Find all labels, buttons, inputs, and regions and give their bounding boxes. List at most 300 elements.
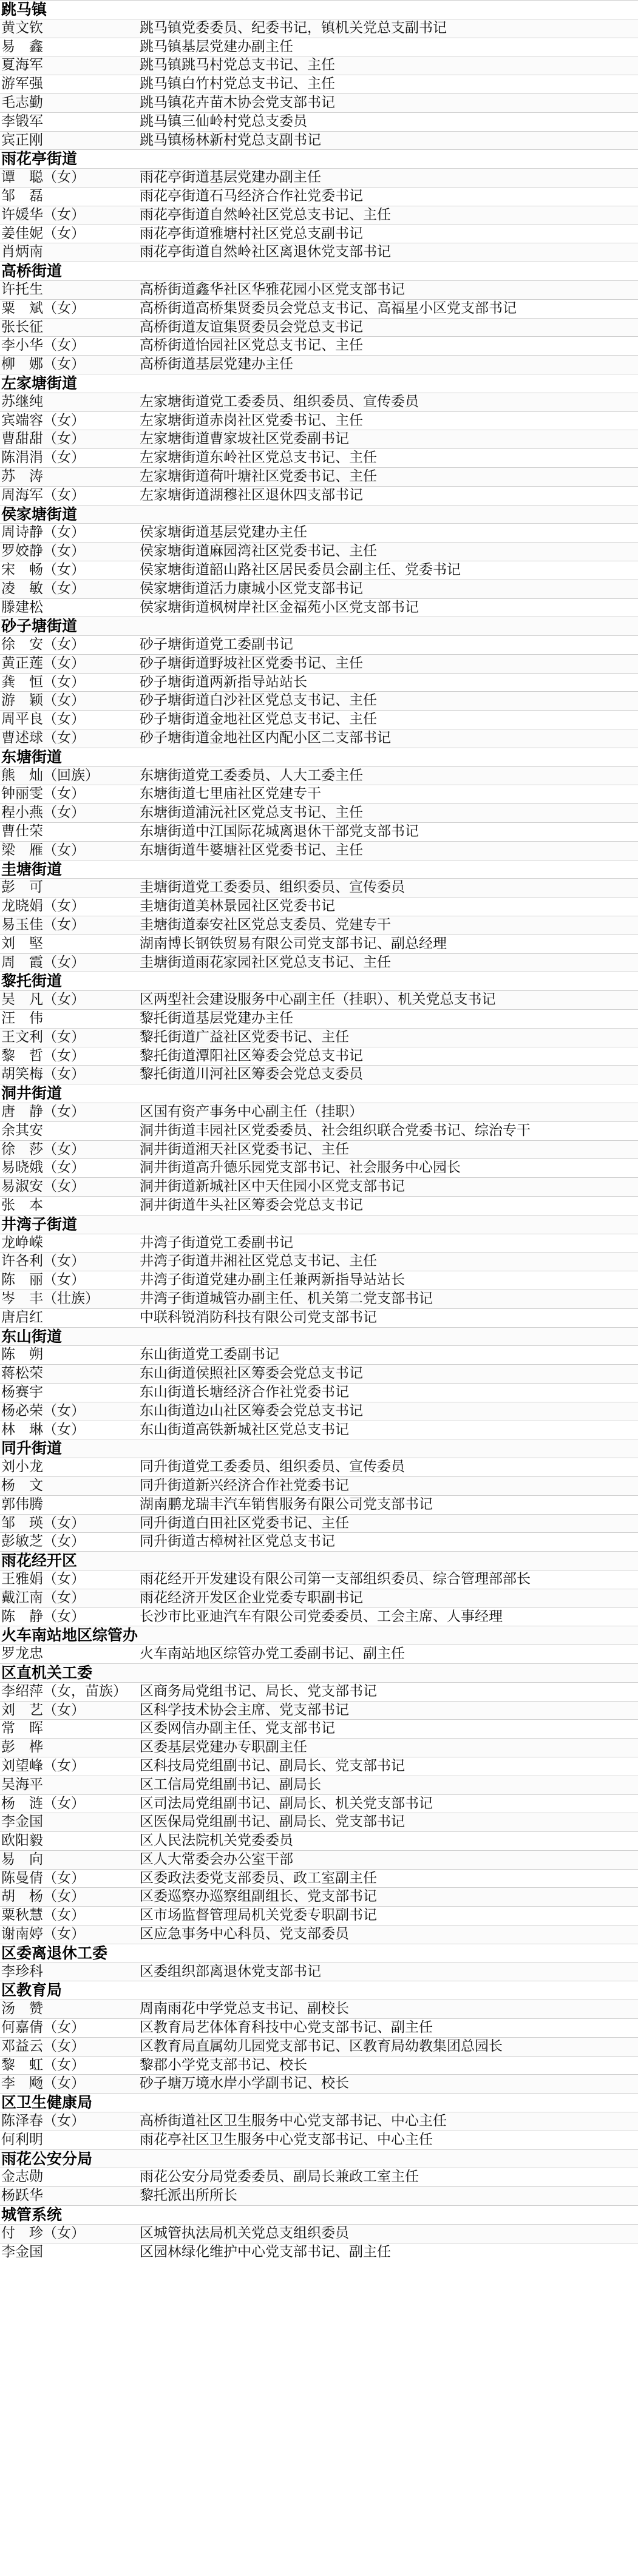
section-title: 高桥街道 bbox=[1, 262, 63, 280]
person-row bbox=[0, 1103, 638, 1121]
section-title: 东塘街道 bbox=[1, 748, 63, 766]
person-position: 跳马镇三仙岭村党总支委员 bbox=[140, 113, 307, 129]
person-row bbox=[0, 1869, 638, 1888]
person-row bbox=[0, 1196, 638, 1215]
person-position: 东山街道边山社区筹委会党总支书记 bbox=[140, 1402, 363, 1419]
person-row bbox=[0, 1701, 638, 1720]
person-row bbox=[0, 1925, 638, 1944]
person-name: 杨赛宇 bbox=[1, 1384, 43, 1400]
person-name: 易玉佳（女） bbox=[1, 917, 85, 933]
person-name: 金志勋 bbox=[1, 2169, 43, 2185]
person-position: 同升街道白田社区党委书记、主任 bbox=[140, 1515, 349, 1531]
person-row bbox=[0, 1345, 638, 1364]
person-row bbox=[0, 1177, 638, 1196]
person-position: 雨花亭街道自然岭社区党总支书记、主任 bbox=[140, 206, 391, 223]
person-row bbox=[0, 1065, 638, 1084]
person-row bbox=[0, 19, 638, 38]
person-row bbox=[0, 953, 638, 972]
person-row bbox=[0, 822, 638, 841]
person-row bbox=[0, 1887, 638, 1906]
person-position: 砂子塘街道党工委副书记 bbox=[140, 637, 293, 653]
section-header bbox=[0, 1215, 638, 1234]
section-title: 雨花亭街道 bbox=[1, 150, 78, 168]
person-name: 程小燕（女） bbox=[1, 805, 85, 821]
person-name: 欧阳毅 bbox=[1, 1833, 43, 1849]
section-header bbox=[0, 374, 638, 393]
person-row bbox=[0, 1308, 638, 1327]
person-name: 郭伟腾 bbox=[1, 1496, 43, 1512]
person-position: 圭塘街道泰安社区党总支委员、党建专干 bbox=[140, 917, 391, 933]
person-name: 彭 可 bbox=[1, 879, 43, 896]
section-title: 区教育局 bbox=[1, 1981, 63, 2000]
person-name: 彭敏芝（女） bbox=[1, 1533, 85, 1550]
person-name: 游军强 bbox=[1, 76, 43, 92]
person-name: 邹 瑛（女） bbox=[1, 1515, 85, 1531]
person-name: 李绍萍（女，苗族） bbox=[1, 1683, 127, 1699]
person-row bbox=[0, 1813, 638, 1831]
person-name: 唐启红 bbox=[1, 1309, 43, 1325]
person-row bbox=[0, 2112, 638, 2131]
section-title: 黎托街道 bbox=[1, 972, 63, 990]
person-position: 洞井街道湘天社区党委书记、主任 bbox=[140, 1141, 349, 1157]
person-name: 谢南婷（女） bbox=[1, 1926, 85, 1942]
person-position: 火车南站地区综管办党工委副书记、副主任 bbox=[140, 1646, 405, 1662]
person-position: 东塘街道中江国际花城离退休干部党支部书记 bbox=[140, 823, 419, 840]
section-title: 跳马镇 bbox=[1, 1, 47, 18]
person-name: 戴江南（女） bbox=[1, 1589, 85, 1606]
person-row bbox=[0, 1831, 638, 1850]
person-position: 黎托街道潭阳社区筹委会党总支书记 bbox=[140, 1047, 363, 1064]
person-position: 砂子塘街道白沙社区党总支书记、主任 bbox=[140, 692, 377, 709]
person-row bbox=[0, 1421, 638, 1439]
person-row bbox=[0, 2243, 638, 2262]
person-position: 洞井街道高升德乐园党支部书记、社会服务中心园长 bbox=[140, 1160, 461, 1176]
person-name: 游 颖（女） bbox=[1, 692, 85, 709]
person-name: 林 琳（女） bbox=[1, 1421, 85, 1438]
person-position: 高桥街道基层党建办主任 bbox=[140, 356, 293, 373]
person-position: 区工信局党组副书记、副局长 bbox=[140, 1776, 321, 1793]
person-row bbox=[0, 1962, 638, 1981]
person-name: 常 晖 bbox=[1, 1720, 43, 1737]
person-row bbox=[0, 168, 638, 187]
person-name: 谭 聪（女） bbox=[1, 169, 85, 186]
section-header bbox=[0, 1944, 638, 1962]
person-name: 柳 娜（女） bbox=[1, 356, 85, 373]
person-name: 曹甜甜（女） bbox=[1, 431, 85, 447]
section-title: 侯家塘街道 bbox=[1, 505, 78, 523]
person-row bbox=[0, 897, 638, 916]
person-position: 湖南博长钢铁贸易有限公司党支部书记、副总经理 bbox=[140, 935, 447, 952]
person-position: 洞井街道牛头社区筹委会党总支书记 bbox=[140, 1197, 363, 1213]
person-position: 跳马镇党委委员、纪委书记，镇机关党总支副书记 bbox=[140, 19, 447, 36]
person-name: 龙峥嵘 bbox=[1, 1234, 43, 1251]
person-position: 东山街道长塘经济合作社党委书记 bbox=[140, 1384, 349, 1400]
person-position: 区委巡察办巡察组副组长、党支部书记 bbox=[140, 1888, 377, 1905]
person-name: 苏 涛 bbox=[1, 468, 43, 484]
person-name: 刘 堅 bbox=[1, 935, 43, 952]
person-name: 罗姣静（女） bbox=[1, 543, 85, 559]
person-position: 中联科锐消防科技有限公司党支部书记 bbox=[140, 1309, 377, 1325]
person-row bbox=[0, 355, 638, 374]
person-position: 左家塘街道赤岗社区党委书记、主任 bbox=[140, 412, 363, 428]
person-position: 左家塘街道党工委委员、组织委员、宣传委员 bbox=[140, 393, 419, 410]
person-name: 周海军（女） bbox=[1, 487, 85, 503]
person-position: 区司法局党组副书记、副局长、机关党支部书记 bbox=[140, 1795, 433, 1811]
person-name: 陈 丽（女） bbox=[1, 1272, 85, 1288]
person-position: 侯家塘街道基层党建办主任 bbox=[140, 524, 307, 541]
person-row bbox=[0, 1234, 638, 1253]
person-name: 曹仕荣 bbox=[1, 823, 43, 840]
person-position: 区科技局党组副书记、副局长、党支部书记 bbox=[140, 1757, 405, 1774]
person-position: 井湾子街道党工委副书记 bbox=[140, 1234, 293, 1251]
person-position: 雨花亭街道自然岭社区离退休党支部书记 bbox=[140, 244, 391, 260]
person-position: 雨花亭社区卫生服务中心党支部书记、中心主任 bbox=[140, 2131, 433, 2148]
person-name: 曹述球（女） bbox=[1, 730, 85, 746]
section-header bbox=[0, 2205, 638, 2224]
section-header bbox=[0, 262, 638, 280]
person-row bbox=[0, 225, 638, 243]
person-position: 东塘街道党工委委员、人大工委主任 bbox=[140, 767, 363, 783]
person-position: 井湾子街道城管办副主任、机关第二党支部书记 bbox=[140, 1290, 433, 1307]
person-position: 砂子塘街道金地社区党总支书记、主任 bbox=[140, 711, 377, 728]
person-row bbox=[0, 2074, 638, 2093]
person-row bbox=[0, 411, 638, 430]
section-header bbox=[0, 617, 638, 635]
person-row bbox=[0, 2224, 638, 2243]
person-position: 东塘街道七里庙社区党建专干 bbox=[140, 786, 321, 802]
person-position: 高桥街道友谊集贤委员会党总支书记 bbox=[140, 319, 363, 335]
section-header bbox=[0, 505, 638, 524]
person-name: 王雅娟（女） bbox=[1, 1570, 85, 1587]
section-header bbox=[0, 2149, 638, 2168]
person-row bbox=[0, 1607, 638, 1626]
person-position: 东塘街道牛婆塘社区党委书记、主任 bbox=[140, 842, 363, 858]
section-title: 雨花公安分局 bbox=[1, 2149, 93, 2168]
person-row bbox=[0, 691, 638, 710]
person-position: 侯家塘街道活力康城小区党支部书记 bbox=[140, 580, 363, 597]
person-position: 雨花亭街道雅塘村社区党总支副书记 bbox=[140, 225, 363, 242]
person-position: 跳马镇跳马村党总支书记、主任 bbox=[140, 57, 335, 73]
person-position: 井湾子街道党建办副主任兼两新指导站站长 bbox=[140, 1272, 405, 1288]
person-row bbox=[0, 336, 638, 355]
person-row bbox=[0, 1495, 638, 1514]
person-row bbox=[0, 916, 638, 935]
person-name: 粟 斌（女） bbox=[1, 300, 85, 316]
person-row bbox=[0, 673, 638, 692]
person-name: 邓益云（女） bbox=[1, 2038, 85, 2054]
person-name: 陈涓涓（女） bbox=[1, 450, 85, 466]
person-name: 黎 哲（女） bbox=[1, 1047, 85, 1064]
person-position: 洞井街道丰园社区党委委员、社会组织联合党委书记、综治专干 bbox=[140, 1122, 531, 1138]
person-name: 何利明 bbox=[1, 2131, 43, 2148]
person-row bbox=[0, 1719, 638, 1738]
person-name: 杨 涟（女） bbox=[1, 1795, 85, 1811]
person-row bbox=[0, 206, 638, 225]
person-name: 邹 磊 bbox=[1, 188, 43, 204]
person-position: 区委基层党建办专职副主任 bbox=[140, 1739, 307, 1756]
section-header bbox=[0, 2093, 638, 2112]
section-title: 左家塘街道 bbox=[1, 374, 78, 392]
section-header bbox=[0, 1981, 638, 2000]
section-header bbox=[0, 149, 638, 168]
section-header bbox=[0, 972, 638, 990]
person-name: 徐 莎（女） bbox=[1, 1141, 85, 1157]
person-position: 黎托街道广益社区党委书记、主任 bbox=[140, 1029, 349, 1045]
person-position: 砂子塘街道金地社区内配小区二支部书记 bbox=[140, 730, 391, 746]
section-header bbox=[0, 860, 638, 879]
person-row bbox=[0, 990, 638, 1009]
section-title: 火车南站地区综管办 bbox=[1, 1626, 138, 1645]
person-name: 许各利（女） bbox=[1, 1253, 85, 1269]
person-row bbox=[0, 93, 638, 112]
person-row bbox=[0, 1364, 638, 1383]
person-row bbox=[0, 75, 638, 93]
person-position: 跳马镇杨林新村党总支副书记 bbox=[140, 132, 321, 148]
person-name: 张长征 bbox=[1, 319, 43, 335]
person-name: 黄文钦 bbox=[1, 19, 43, 36]
person-row bbox=[0, 1047, 638, 1066]
section-header bbox=[0, 1327, 638, 1346]
section-header bbox=[0, 1084, 638, 1103]
person-row bbox=[0, 2000, 638, 2018]
section-header bbox=[0, 1626, 638, 1645]
person-row bbox=[0, 2168, 638, 2186]
person-name: 张 本 bbox=[1, 1197, 43, 1213]
person-name: 龙晓娟（女） bbox=[1, 898, 85, 914]
person-name: 凌 敏（女） bbox=[1, 580, 85, 597]
person-position: 区教育局艺体体育科技中心党支部书记、副主任 bbox=[140, 2020, 433, 2036]
person-row bbox=[0, 935, 638, 953]
person-name: 吴海平 bbox=[1, 1776, 43, 1793]
person-name: 陈泽春（女） bbox=[1, 2113, 85, 2129]
person-row bbox=[0, 1402, 638, 1421]
person-position: 侯家塘街道麻园湾社区党委书记、主任 bbox=[140, 543, 377, 559]
person-position: 区应急事务中心科员、党支部委员 bbox=[140, 1926, 349, 1942]
section-title: 井湾子街道 bbox=[1, 1215, 78, 1233]
person-name: 宾端容（女） bbox=[1, 412, 85, 428]
person-row bbox=[0, 2056, 638, 2075]
person-position: 跳马镇花卉苗木协会党支部书记 bbox=[140, 94, 335, 110]
person-name: 周诗静（女） bbox=[1, 524, 85, 541]
person-name: 汤 赞 bbox=[1, 2001, 43, 2017]
person-row bbox=[0, 2037, 638, 2056]
section-header bbox=[0, 1439, 638, 1458]
person-name: 李珍科 bbox=[1, 1963, 43, 1979]
section-title: 区直机关工委 bbox=[1, 1663, 93, 1682]
person-position: 东山街道党工委副书记 bbox=[140, 1347, 279, 1363]
person-row bbox=[0, 878, 638, 897]
person-row bbox=[0, 729, 638, 748]
person-row bbox=[0, 1645, 638, 1663]
person-name: 李锻军 bbox=[1, 113, 43, 129]
person-name: 夏海军 bbox=[1, 57, 43, 73]
person-position: 井湾子街道井湘社区党总支书记、主任 bbox=[140, 1253, 377, 1269]
person-name: 龚 恒（女） bbox=[1, 674, 85, 690]
person-position: 区委网信办副主任、党支部书记 bbox=[140, 1720, 335, 1737]
person-name: 易淑安（女） bbox=[1, 1178, 85, 1195]
person-position: 区委政法委党支部委员、政工室副主任 bbox=[140, 1870, 377, 1886]
person-row bbox=[0, 56, 638, 75]
person-row bbox=[0, 393, 638, 411]
person-name: 彭 桦 bbox=[1, 1739, 43, 1756]
person-position: 区城管执法局机关党总支组织委员 bbox=[140, 2225, 349, 2241]
section-title: 雨花经开区 bbox=[1, 1552, 78, 1570]
person-name: 李金国 bbox=[1, 1814, 43, 1830]
person-position: 黎托街道川河社区筹委会党总支委员 bbox=[140, 1066, 363, 1083]
person-position: 左家塘街道曹家坡社区党委副书记 bbox=[140, 431, 349, 447]
person-row bbox=[0, 1794, 638, 1813]
person-name: 苏继纯 bbox=[1, 393, 43, 410]
person-row bbox=[0, 1271, 638, 1290]
person-row bbox=[0, 542, 638, 561]
person-name: 胡笑梅（女） bbox=[1, 1066, 85, 1083]
person-name: 李小华（女） bbox=[1, 337, 85, 354]
person-name: 陈 静（女） bbox=[1, 1608, 85, 1624]
person-name: 李金国 bbox=[1, 2243, 43, 2260]
person-position: 区人大常委会办公室干部 bbox=[140, 1851, 293, 1867]
person-row bbox=[0, 1476, 638, 1495]
person-row bbox=[0, 112, 638, 131]
person-name: 汪 伟 bbox=[1, 1010, 43, 1027]
person-position: 左家塘街道荷叶塘社区党委书记、主任 bbox=[140, 468, 377, 484]
person-position: 区委组织部离退休党支部书记 bbox=[140, 1963, 321, 1979]
person-row bbox=[0, 710, 638, 729]
person-name: 杨跃华 bbox=[1, 2188, 43, 2204]
person-row bbox=[0, 1028, 638, 1047]
person-position: 区人民法院机关党委委员 bbox=[140, 1833, 293, 1849]
section-title: 洞井街道 bbox=[1, 1084, 63, 1103]
person-position: 高桥街道怡园社区党总支书记、主任 bbox=[140, 337, 363, 354]
person-name: 陈曼倩（女） bbox=[1, 1870, 85, 1886]
person-position: 圭塘街道党工委委员、组织委员、宣传委员 bbox=[140, 879, 405, 896]
person-row bbox=[0, 1140, 638, 1159]
person-row bbox=[0, 1850, 638, 1869]
section-header bbox=[0, 1551, 638, 1570]
person-row bbox=[0, 803, 638, 822]
section-title: 圭塘街道 bbox=[1, 860, 63, 878]
section-title: 区委离退休工委 bbox=[1, 1944, 108, 1962]
person-position: 东山街道高铁新城社区党总支书记 bbox=[140, 1421, 349, 1438]
person-name: 刘 艺（女） bbox=[1, 1702, 85, 1718]
person-name: 岑 丰（壮族） bbox=[1, 1290, 99, 1307]
person-name: 陈 朔 bbox=[1, 1347, 43, 1363]
person-name: 黎 虹（女） bbox=[1, 2057, 85, 2073]
person-row bbox=[0, 654, 638, 673]
section-title: 城管系统 bbox=[1, 2206, 63, 2224]
person-position: 砂子塘万境水岸小学副书记、校长 bbox=[140, 2075, 349, 2092]
person-position: 跳马镇白竹村党总支书记、主任 bbox=[140, 76, 335, 92]
person-position: 雨花公安分局党委委员、副局长兼政工室主任 bbox=[140, 2169, 419, 2185]
person-name: 易 向 bbox=[1, 1851, 43, 1867]
person-row bbox=[0, 486, 638, 505]
person-row bbox=[0, 635, 638, 654]
person-row bbox=[0, 1532, 638, 1551]
person-row bbox=[0, 523, 638, 542]
person-position: 区商务局党组书记、局长、党支部书记 bbox=[140, 1683, 377, 1699]
person-name: 唐 静（女） bbox=[1, 1104, 85, 1120]
person-row bbox=[0, 580, 638, 598]
person-name: 宋 畅（女） bbox=[1, 561, 85, 578]
person-row bbox=[0, 1757, 638, 1776]
person-position: 高桥街道社区卫生服务中心党支部书记、中心主任 bbox=[140, 2113, 447, 2129]
person-name: 余其安 bbox=[1, 1122, 43, 1138]
person-position: 区园林绿化维护中心党支部书记、副主任 bbox=[140, 2243, 391, 2260]
person-row bbox=[0, 766, 638, 785]
person-name: 许托生 bbox=[1, 281, 43, 297]
person-name: 毛志勤 bbox=[1, 94, 43, 110]
person-name: 杨 文 bbox=[1, 1477, 43, 1493]
person-row bbox=[0, 841, 638, 860]
person-row bbox=[0, 131, 638, 150]
person-row bbox=[0, 243, 638, 262]
person-name: 王文利（女） bbox=[1, 1029, 85, 1045]
section-title: 区卫生健康局 bbox=[1, 2094, 93, 2112]
person-position: 侯家塘街道枫树岸社区金福苑小区党支部书记 bbox=[140, 599, 419, 615]
section-header bbox=[0, 748, 638, 766]
person-name: 易晓娥（女） bbox=[1, 1160, 85, 1176]
person-position: 同升街道党工委委员、组织委员、宣传委员 bbox=[140, 1459, 405, 1475]
person-position: 区教育局直属幼儿园党支部书记、区教育局幼教集团总园长 bbox=[140, 2038, 503, 2054]
person-row bbox=[0, 2018, 638, 2037]
person-row bbox=[0, 1121, 638, 1140]
person-position: 黎托街道基层党建办主任 bbox=[140, 1010, 293, 1027]
person-name: 粟秋慧（女） bbox=[1, 1907, 85, 1924]
person-name: 付 珍（女） bbox=[1, 2225, 85, 2241]
person-position: 侯家塘街道韶山路社区居民委员会副主任、党委书记 bbox=[140, 561, 461, 578]
person-name: 胡 杨（女） bbox=[1, 1888, 85, 1905]
person-position: 湖南鹏龙瑞丰汽车销售服务有限公司党支部书记 bbox=[140, 1496, 433, 1512]
person-name: 刘小龙 bbox=[1, 1459, 43, 1475]
person-position: 区市场监督管理局机关党委专职副书记 bbox=[140, 1907, 377, 1924]
person-position: 黎托派出所所长 bbox=[140, 2188, 237, 2204]
person-row bbox=[0, 785, 638, 803]
person-position: 区科学技术协会主席、党支部书记 bbox=[140, 1702, 349, 1718]
person-row bbox=[0, 1290, 638, 1308]
person-name: 何嘉倩（女） bbox=[1, 2020, 85, 2036]
person-name: 周平良（女） bbox=[1, 711, 85, 728]
person-position: 区两型社会建设服务中心副主任（挂职）、机关党总支书记 bbox=[140, 992, 496, 1008]
person-row bbox=[0, 1682, 638, 1701]
person-name: 蒋松荣 bbox=[1, 1365, 43, 1382]
person-position: 左家塘街道东岭社区党总支书记、主任 bbox=[140, 450, 377, 466]
person-row bbox=[0, 1383, 638, 1402]
person-position: 雨花经济开发区企业党委专职副书记 bbox=[140, 1589, 363, 1606]
section-title: 东山街道 bbox=[1, 1327, 63, 1345]
person-name: 宾正刚 bbox=[1, 132, 43, 148]
person-row bbox=[0, 2186, 638, 2205]
person-row bbox=[0, 448, 638, 467]
person-name: 罗龙忠 bbox=[1, 1646, 43, 1662]
person-position: 东塘街道浦沅社区党总支书记、主任 bbox=[140, 805, 363, 821]
person-name: 刘望峰（女） bbox=[1, 1757, 85, 1774]
person-name: 吴 凡（女） bbox=[1, 992, 85, 1008]
person-row bbox=[0, 318, 638, 337]
person-position: 周南雨花中学党总支书记、副校长 bbox=[140, 2001, 349, 2017]
person-position: 长沙市比亚迪汽车有限公司党委委员、工会主席、人事经理 bbox=[140, 1608, 503, 1624]
person-position: 高桥街道高桥集贤委员会党总支书记、高福星小区党支部书记 bbox=[140, 300, 517, 316]
person-name: 肖炳南 bbox=[1, 244, 43, 260]
person-row bbox=[0, 38, 638, 56]
person-name: 梁 雁（女） bbox=[1, 842, 85, 858]
person-row bbox=[0, 187, 638, 206]
person-name: 钟丽雯（女） bbox=[1, 786, 85, 802]
person-row bbox=[0, 430, 638, 448]
section-header bbox=[0, 1663, 638, 1682]
person-position: 东山街道侯照社区筹委会党总支书记 bbox=[140, 1365, 363, 1382]
person-name: 李 飏（女） bbox=[1, 2075, 85, 2092]
person-position: 雨花经开开发建设有限公司第一支部组织委员、综合管理部部长 bbox=[140, 1570, 531, 1587]
person-position: 圭塘街道美林景园社区党委书记 bbox=[140, 898, 335, 914]
